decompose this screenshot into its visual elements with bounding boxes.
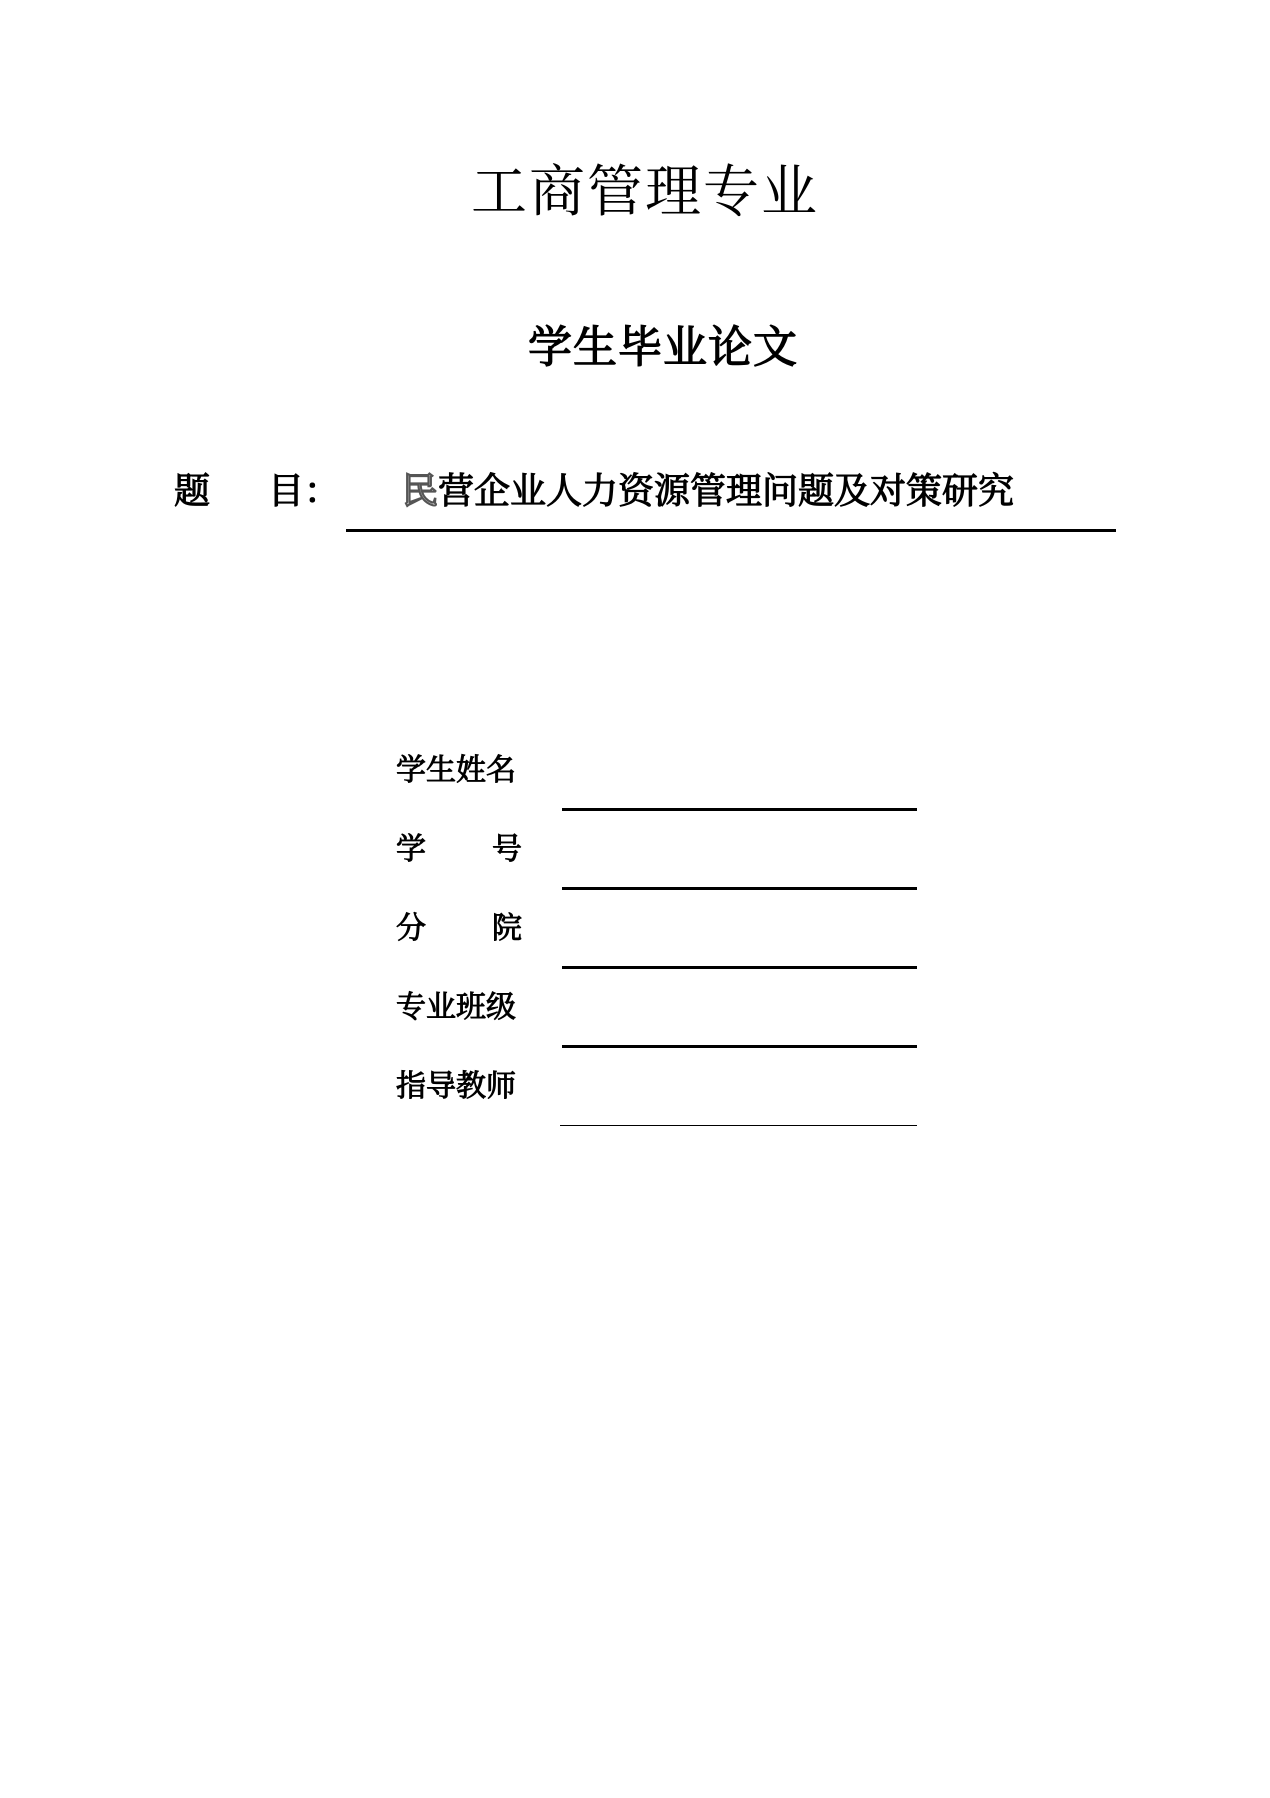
department-label: [396, 909, 522, 949]
advisor-line[interactable]: [560, 1125, 917, 1126]
topic-label-char-1: 题: [174, 470, 211, 512]
major-class-line[interactable]: [562, 1045, 917, 1048]
department-line[interactable]: [562, 966, 917, 969]
document-type-title: 学生毕业论文: [528, 322, 798, 373]
student-id-line[interactable]: [562, 887, 917, 890]
topic-rest: 营企业人力资源管理问题及对策研究: [438, 470, 1015, 512]
student-id-label-right: 号: [492, 832, 522, 867]
topic-underline: [346, 529, 1116, 532]
department-label-right: 院: [492, 911, 522, 946]
student-name-line[interactable]: [562, 808, 917, 811]
student-id-label-left: 学: [396, 832, 426, 867]
major-class-label: 专业班级: [396, 990, 516, 1025]
major-title: 工商管理专业: [471, 160, 819, 225]
advisor-label: 指导教师: [396, 1069, 516, 1104]
student-id-label: [396, 830, 522, 870]
student-name-label: 学生姓名: [396, 753, 516, 788]
department-label-left: 分: [396, 911, 426, 946]
topic-value: [402, 468, 1014, 514]
topic-first-char: 民: [402, 470, 439, 512]
topic-label-char-2: 目：: [268, 470, 341, 512]
